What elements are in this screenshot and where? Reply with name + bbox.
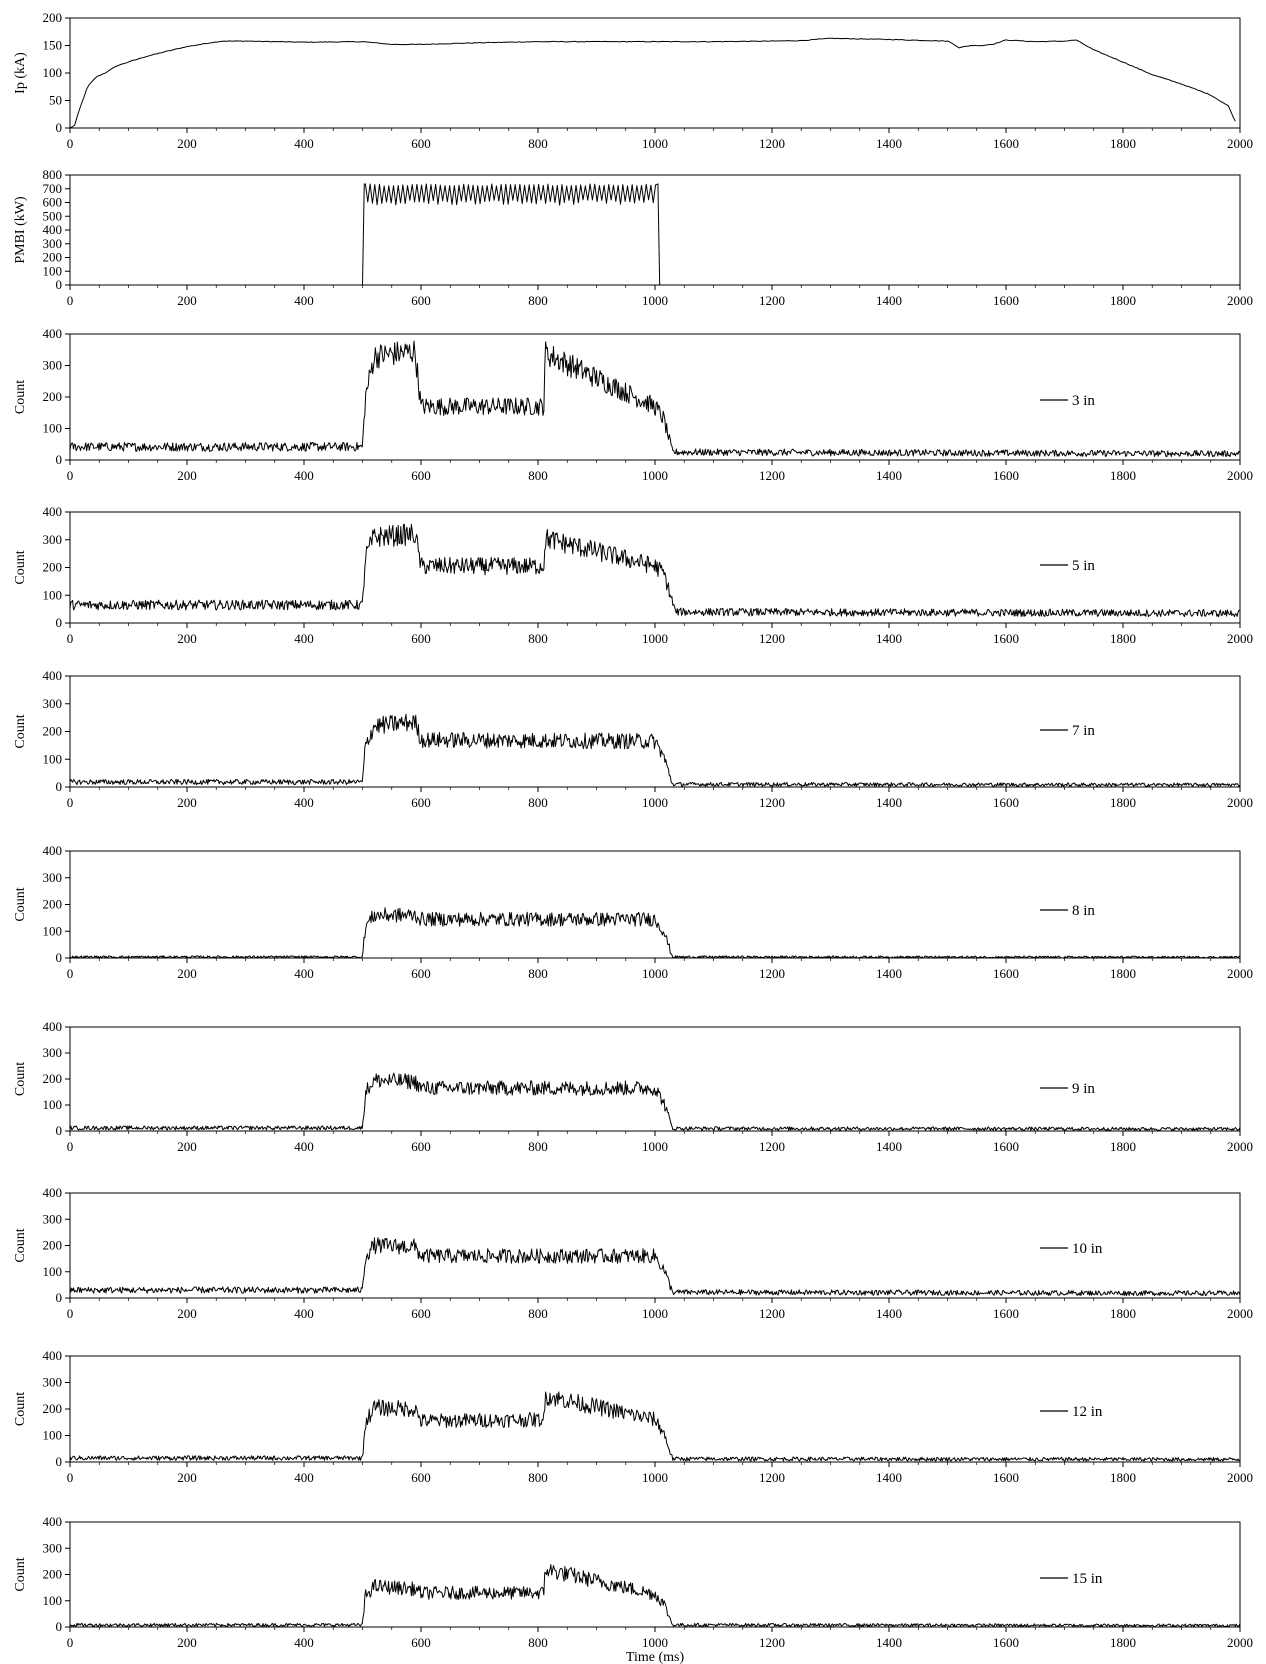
legend-label: 5 in bbox=[1072, 558, 1095, 574]
y-axis-label: Count bbox=[13, 1061, 28, 1097]
x-tick-label: 400 bbox=[294, 136, 314, 151]
x-tick-label: 1600 bbox=[993, 1470, 1019, 1485]
x-tick-label: 400 bbox=[294, 1470, 314, 1485]
y-tick-label: 200 bbox=[42, 1237, 62, 1253]
x-tick-label: 0 bbox=[66, 795, 74, 810]
plot-frame bbox=[70, 1356, 1240, 1462]
x-tick-label: 1600 bbox=[993, 631, 1019, 646]
x-tick-label: 1000 bbox=[642, 795, 668, 810]
x-tick-label: 400 bbox=[294, 293, 314, 308]
x-tick-label: 1000 bbox=[642, 1306, 668, 1321]
x-tick-label: 2000 bbox=[1227, 136, 1253, 151]
y-tick-label: 150 bbox=[42, 37, 62, 53]
y-tick-label: 200 bbox=[42, 1071, 62, 1086]
x-tick-label: 1800 bbox=[1110, 966, 1136, 981]
x-tick-label: 0 bbox=[66, 1635, 74, 1650]
y-tick-label: 400 bbox=[42, 668, 62, 683]
x-tick-label: 1800 bbox=[1110, 1139, 1136, 1154]
y-tick-label: 100 bbox=[42, 1427, 62, 1443]
x-tick-label: 1000 bbox=[642, 631, 668, 646]
y-tick-label: 100 bbox=[42, 587, 62, 603]
plot-frame bbox=[70, 676, 1240, 787]
x-tick-label: 1200 bbox=[759, 795, 785, 810]
x-tick-label: 1400 bbox=[876, 966, 902, 981]
y-tick-label: 0 bbox=[55, 1123, 62, 1138]
y-tick-label: 100 bbox=[42, 420, 62, 436]
x-tick-label: 600 bbox=[411, 468, 431, 483]
x-tick-label: 1800 bbox=[1110, 631, 1136, 646]
y-tick-label: 100 bbox=[42, 751, 62, 767]
panel-1 bbox=[13, 10, 1253, 151]
x-tick-label: 1000 bbox=[642, 1470, 668, 1485]
legend-label: 3 in bbox=[1072, 393, 1095, 409]
panel-4 bbox=[13, 504, 1253, 646]
x-tick-label: 2000 bbox=[1227, 1139, 1253, 1154]
x-tick-label: 1200 bbox=[759, 136, 785, 151]
y-tick-label: 400 bbox=[42, 1019, 62, 1034]
x-tick-label: 1200 bbox=[759, 631, 785, 646]
x-tick-label: 400 bbox=[294, 1306, 314, 1321]
x-tick-label: 200 bbox=[177, 966, 197, 981]
x-tick-label: 1600 bbox=[993, 293, 1019, 308]
x-tick-label: 1400 bbox=[876, 1139, 902, 1154]
x-tick-label: 1000 bbox=[642, 136, 668, 151]
x-tick-label: 1600 bbox=[993, 1139, 1019, 1154]
x-tick-label: 400 bbox=[294, 468, 314, 483]
x-tick-label: 0 bbox=[66, 1470, 74, 1485]
x-tick-label: 1200 bbox=[759, 293, 785, 308]
x-tick-label: 2000 bbox=[1227, 1306, 1253, 1321]
x-tick-label: 1400 bbox=[876, 136, 902, 151]
panel-7 bbox=[13, 1019, 1253, 1154]
x-tick-label: 0 bbox=[66, 1306, 74, 1321]
x-tick-label: 600 bbox=[411, 136, 431, 151]
x-tick-label: 1400 bbox=[876, 795, 902, 810]
legend-label: 15 in bbox=[1072, 1571, 1103, 1587]
y-tick-label: 0 bbox=[55, 1290, 62, 1305]
y-tick-label: 200 bbox=[42, 389, 62, 404]
x-tick-label: 600 bbox=[411, 1306, 431, 1321]
x-tick-label: 600 bbox=[411, 795, 431, 810]
x-tick-label: 2000 bbox=[1227, 1470, 1253, 1485]
legend-label: 10 in bbox=[1072, 1241, 1103, 1257]
panel-6 bbox=[13, 843, 1253, 981]
x-tick-label: 1200 bbox=[759, 468, 785, 483]
y-tick-label: 300 bbox=[42, 1045, 62, 1060]
y-axis-label: PMBI (kW) bbox=[13, 196, 28, 264]
y-tick-label: 200 bbox=[42, 896, 62, 912]
y-tick-label: 500 bbox=[42, 208, 62, 224]
panel-5 bbox=[13, 668, 1253, 810]
x-tick-label: 2000 bbox=[1227, 293, 1253, 308]
x-tick-label: 0 bbox=[66, 293, 74, 308]
series-line bbox=[70, 1392, 1240, 1461]
y-tick-label: 200 bbox=[42, 559, 62, 575]
x-tick-label: 1800 bbox=[1110, 1635, 1136, 1650]
y-axis-label: Count bbox=[13, 1391, 28, 1427]
x-tick-label: 2000 bbox=[1227, 631, 1253, 646]
y-axis-label: Count bbox=[13, 550, 28, 585]
series-line bbox=[70, 1073, 1240, 1130]
y-tick-label: 100 bbox=[42, 65, 62, 80]
x-tick-label: 0 bbox=[66, 468, 74, 483]
y-tick-label: 400 bbox=[42, 504, 62, 519]
y-tick-label: 200 bbox=[42, 249, 62, 265]
x-tick-label: 400 bbox=[294, 1635, 314, 1650]
plot-frame bbox=[70, 334, 1240, 460]
x-tick-label: 0 bbox=[66, 966, 74, 981]
series-line bbox=[70, 524, 1240, 616]
y-axis-label: Count bbox=[13, 379, 28, 415]
x-tick-label: 1600 bbox=[993, 468, 1019, 483]
y-tick-label: 400 bbox=[42, 326, 62, 341]
x-tick-label: 1800 bbox=[1110, 795, 1136, 810]
panel-3 bbox=[13, 326, 1253, 483]
y-axis-label: Count bbox=[13, 714, 28, 749]
legend-label: 9 in bbox=[1072, 1081, 1095, 1097]
plot-frame bbox=[70, 1027, 1240, 1131]
x-tick-label: 400 bbox=[294, 1139, 314, 1154]
x-tick-label: 1600 bbox=[993, 136, 1019, 151]
x-tick-label: 200 bbox=[177, 1635, 197, 1650]
x-tick-label: 600 bbox=[411, 293, 431, 308]
panel-8 bbox=[13, 1185, 1253, 1321]
x-tick-label: 1400 bbox=[876, 1306, 902, 1321]
legend-label: 7 in bbox=[1072, 723, 1095, 739]
x-tick-label: 200 bbox=[177, 136, 197, 151]
series-line bbox=[70, 38, 1235, 128]
plot-frame bbox=[70, 1522, 1240, 1627]
y-tick-label: 300 bbox=[42, 1540, 62, 1556]
y-tick-label: 50 bbox=[49, 92, 62, 108]
y-tick-label: 300 bbox=[42, 1211, 62, 1227]
x-tick-label: 2000 bbox=[1227, 468, 1253, 483]
panel-2 bbox=[13, 167, 1253, 308]
x-tick-label: 1600 bbox=[993, 966, 1019, 981]
x-tick-label: 1200 bbox=[759, 1139, 785, 1154]
panel-9 bbox=[13, 1348, 1253, 1485]
series-line bbox=[70, 714, 1240, 786]
y-tick-label: 200 bbox=[42, 1401, 62, 1416]
y-tick-label: 300 bbox=[42, 531, 62, 547]
y-tick-label: 0 bbox=[55, 1454, 62, 1469]
x-tick-label: 400 bbox=[294, 966, 314, 981]
x-tick-label: 200 bbox=[177, 468, 197, 483]
x-tick-label: 1200 bbox=[759, 966, 785, 981]
y-axis-label: Count bbox=[13, 887, 28, 922]
x-tick-label: 1400 bbox=[876, 293, 902, 308]
y-tick-label: 100 bbox=[42, 263, 62, 279]
y-axis-label: Count bbox=[13, 1228, 28, 1263]
x-tick-label: 400 bbox=[294, 795, 314, 810]
x-tick-label: 200 bbox=[177, 293, 197, 308]
x-tick-label: 800 bbox=[528, 1635, 548, 1650]
panel-10 bbox=[13, 1514, 1253, 1664]
y-tick-label: 400 bbox=[42, 1348, 62, 1363]
series-line bbox=[70, 908, 1240, 958]
x-tick-label: 1400 bbox=[876, 631, 902, 646]
y-tick-label: 400 bbox=[42, 1514, 62, 1529]
x-tick-label: 1200 bbox=[759, 1635, 785, 1650]
plot-frame bbox=[70, 851, 1240, 958]
y-tick-label: 100 bbox=[42, 1097, 62, 1112]
x-tick-label: 1400 bbox=[876, 1635, 902, 1650]
y-tick-label: 300 bbox=[42, 357, 62, 373]
x-tick-label: 1600 bbox=[993, 1635, 1019, 1650]
x-tick-label: 1800 bbox=[1110, 468, 1136, 483]
x-tick-label: 1800 bbox=[1110, 136, 1136, 151]
x-tick-label: 2000 bbox=[1227, 795, 1253, 810]
x-tick-label: 800 bbox=[528, 631, 548, 646]
series-line bbox=[70, 341, 1240, 457]
plot-frame bbox=[70, 1193, 1240, 1298]
x-axis-label: Time (ms) bbox=[625, 1650, 685, 1664]
x-tick-label: 0 bbox=[66, 136, 74, 151]
legend-label: 8 in bbox=[1072, 903, 1095, 919]
series-line bbox=[70, 184, 1240, 285]
y-tick-label: 0 bbox=[55, 277, 62, 292]
x-tick-label: 200 bbox=[177, 631, 197, 646]
y-tick-label: 0 bbox=[55, 779, 62, 794]
x-tick-label: 800 bbox=[528, 795, 548, 810]
y-tick-label: 300 bbox=[42, 235, 62, 251]
y-tick-label: 200 bbox=[42, 723, 62, 739]
x-tick-label: 1600 bbox=[993, 795, 1019, 810]
y-tick-label: 200 bbox=[42, 10, 62, 25]
y-tick-label: 400 bbox=[42, 843, 62, 858]
y-axis-label: Count bbox=[13, 1557, 28, 1592]
x-tick-label: 800 bbox=[528, 136, 548, 151]
x-tick-label: 1000 bbox=[642, 1139, 668, 1154]
y-tick-label: 700 bbox=[42, 180, 62, 196]
series-line bbox=[70, 1238, 1240, 1296]
x-tick-label: 600 bbox=[411, 631, 431, 646]
x-tick-label: 1600 bbox=[993, 1306, 1019, 1321]
y-tick-label: 0 bbox=[55, 120, 62, 135]
y-tick-label: 0 bbox=[55, 452, 62, 467]
x-tick-label: 200 bbox=[177, 795, 197, 810]
x-tick-label: 1000 bbox=[642, 468, 668, 483]
x-tick-label: 1400 bbox=[876, 1470, 902, 1485]
x-tick-label: 600 bbox=[411, 1139, 431, 1154]
x-tick-label: 1200 bbox=[759, 1470, 785, 1485]
x-tick-label: 1000 bbox=[642, 293, 668, 308]
x-tick-label: 400 bbox=[294, 631, 314, 646]
y-tick-label: 200 bbox=[42, 1566, 62, 1582]
x-tick-label: 0 bbox=[66, 1139, 74, 1154]
x-tick-label: 1200 bbox=[759, 1306, 785, 1321]
x-tick-label: 200 bbox=[177, 1306, 197, 1321]
x-tick-label: 1000 bbox=[642, 966, 668, 981]
x-tick-label: 600 bbox=[411, 1635, 431, 1650]
y-tick-label: 300 bbox=[42, 1374, 62, 1390]
x-tick-label: 1800 bbox=[1110, 1470, 1136, 1485]
x-tick-label: 800 bbox=[528, 1470, 548, 1485]
y-tick-label: 100 bbox=[42, 923, 62, 939]
legend-label: 12 in bbox=[1072, 1404, 1103, 1420]
y-tick-label: 400 bbox=[42, 1185, 62, 1200]
plot-frame bbox=[70, 18, 1240, 128]
x-tick-label: 800 bbox=[528, 293, 548, 308]
x-tick-label: 600 bbox=[411, 966, 431, 981]
series-line bbox=[70, 1565, 1240, 1627]
x-tick-label: 600 bbox=[411, 1470, 431, 1485]
y-tick-label: 600 bbox=[42, 194, 62, 210]
x-tick-label: 1000 bbox=[642, 1635, 668, 1650]
x-tick-label: 2000 bbox=[1227, 1635, 1253, 1650]
y-tick-label: 300 bbox=[42, 695, 62, 711]
y-axis-label: Ip (kA) bbox=[13, 52, 28, 94]
x-tick-label: 800 bbox=[528, 1139, 548, 1154]
x-tick-label: 800 bbox=[528, 1306, 548, 1321]
y-tick-label: 300 bbox=[42, 869, 62, 885]
y-tick-label: 100 bbox=[42, 1592, 62, 1608]
y-tick-label: 100 bbox=[42, 1263, 62, 1279]
x-tick-label: 2000 bbox=[1227, 966, 1253, 981]
x-tick-label: 800 bbox=[528, 468, 548, 483]
x-tick-label: 200 bbox=[177, 1470, 197, 1485]
x-tick-label: 800 bbox=[528, 966, 548, 981]
x-tick-label: 1400 bbox=[876, 468, 902, 483]
x-tick-label: 1800 bbox=[1110, 293, 1136, 308]
x-tick-label: 1800 bbox=[1110, 1306, 1136, 1321]
y-tick-label: 800 bbox=[42, 167, 62, 182]
y-tick-label: 0 bbox=[55, 950, 62, 965]
y-tick-label: 0 bbox=[55, 615, 62, 630]
x-tick-label: 200 bbox=[177, 1139, 197, 1154]
y-tick-label: 0 bbox=[55, 1619, 62, 1634]
y-tick-label: 400 bbox=[42, 222, 62, 237]
x-tick-label: 0 bbox=[66, 631, 74, 646]
